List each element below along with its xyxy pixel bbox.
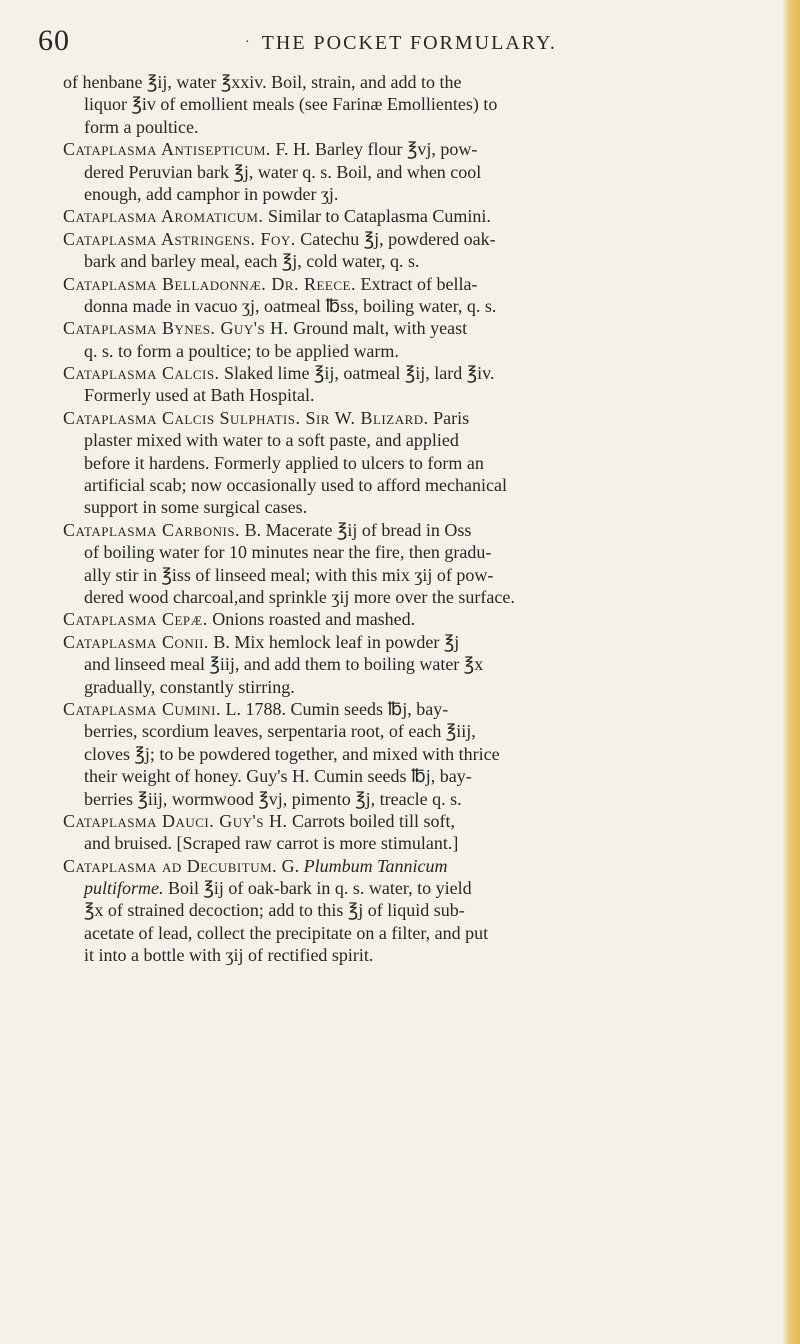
running-head-title: THE POCKET FORMULARY. [261, 32, 557, 54]
text-line [63, 384, 761, 406]
line-text: F. H. Barley flour ℥vj, pow- [270, 139, 478, 160]
entry-heading: Cataplasma Dauci. [63, 810, 215, 831]
text-line [63, 362, 761, 384]
text-line [63, 295, 761, 317]
line-text: B. Mix hemlock leaf in powder ℥j [208, 631, 460, 652]
entry-heading: Dr. Reece. [266, 273, 356, 294]
entry-heading: Sir W. Blizard. [300, 407, 429, 428]
line-text: bark and barley meal, each ℥j, cold water, q. s. [84, 251, 420, 272]
running-head [245, 32, 557, 55]
line-text: Catechu ℥j, powdered oak- [295, 228, 496, 249]
line-text: of boiling water for 10 minutes near the fire, then gradu- [84, 542, 492, 563]
text-line [63, 899, 761, 921]
text-line [63, 877, 761, 899]
text-line [63, 273, 761, 295]
text-line [63, 496, 761, 518]
text-line [63, 720, 761, 742]
text-line [63, 564, 761, 586]
line-text: dered wood charcoal,and sprinkle ʒij more over the surface. [84, 586, 515, 607]
entry-heading: Cataplasma Antisepticum. [63, 139, 271, 160]
entry-heading: Foy. [255, 228, 296, 249]
entry-heading: Guy's H. [215, 318, 289, 339]
text-line [63, 653, 761, 675]
entry-heading: Cataplasma Calcis. [63, 363, 220, 384]
line-text: donna made in vacuo ʒj, oatmeal ℔ss, boiling water, q. s. [84, 295, 497, 316]
text-line [63, 228, 761, 250]
line-text: of henbane ℥ij, water ℥xxiv. Boil, strain, and add to the [63, 72, 462, 92]
line-text: support in some surgical cases. [84, 497, 308, 518]
text-line [63, 541, 761, 563]
text-line [63, 743, 761, 765]
text-line [63, 855, 761, 877]
page-body-text [63, 71, 761, 967]
line-text: liquor ℥iv of emollient meals (see Farinæ Emollientes) to [84, 94, 498, 115]
line-text: berries, scordium leaves, serpentaria root, of each ℥iij, [84, 721, 476, 742]
line-text: Ground malt, with yeast [288, 318, 468, 339]
text-line [63, 474, 761, 496]
line-text: berries ℥iij, wormwood ℥vj, pimento ℥j, treacle q. s. [84, 788, 462, 809]
line-text: L. 1788. Cumin seeds ℔j, bay- [220, 698, 449, 719]
entry-heading: Cataplasma Cepæ. [63, 609, 208, 630]
line-text: gradually, constantly stirring. [84, 676, 295, 697]
text-line [63, 317, 761, 339]
line-text: dered Peruvian bark ℥j, water q. s. Boil, and when cool [84, 161, 482, 182]
text-line [63, 698, 761, 720]
entry-heading: Cataplasma Carbonis. [63, 519, 241, 540]
text-line [63, 93, 761, 115]
line-text: and linseed meal ℥iij, and add them to boiling water ℥x [84, 654, 484, 675]
header-bullet: · [245, 35, 252, 50]
text-line [63, 519, 761, 541]
entry-heading: Guy's H. [214, 810, 288, 831]
text-line [63, 407, 761, 429]
italic-text: pultiforme. [84, 878, 164, 899]
entry-heading: Cataplasma ad Decubitum. [63, 855, 278, 876]
italic-text: Plumbum Tannicum [303, 855, 448, 876]
text-line [63, 340, 761, 362]
text-line [63, 71, 761, 93]
line-text: ally stir in ℥iss of linseed meal; with this mix ʒij of pow- [84, 564, 494, 585]
line-text: Boil ℥ij of oak-bark in q. s. water, to yield [163, 878, 472, 899]
line-text: q. s. to form a poultice; to be applied warm. [84, 340, 399, 361]
text-line [63, 429, 761, 451]
page-edge [782, 0, 800, 1344]
text-line [63, 138, 761, 160]
line-text: Extract of bella- [355, 273, 478, 294]
line-text: their weight of honey. Guy's H. Cumin seeds ℔j, bay- [84, 766, 472, 787]
text-line [63, 765, 761, 787]
text-line [63, 944, 761, 966]
line-text: acetate of lead, collect the precipitate on a filter, and put [84, 922, 489, 943]
text-line [63, 116, 761, 138]
entry-heading: Cataplasma Calcis Sulphatis. [63, 407, 301, 428]
line-text: before it hardens. Formerly applied to ulcers to form an [84, 452, 484, 473]
entry-heading: Cataplasma Cumini. [63, 698, 221, 719]
text-line [63, 452, 761, 474]
line-text: and bruised. [Scraped raw carrot is more stimulant.] [84, 833, 459, 854]
line-text: plaster mixed with water to a soft paste, and applied [84, 430, 459, 451]
line-text: G. [277, 855, 304, 876]
text-line [63, 832, 761, 854]
text-line [63, 161, 761, 183]
text-line [63, 205, 761, 227]
line-text: enough, add camphor in powder ʒj. [84, 183, 339, 204]
text-line [63, 608, 761, 630]
entry-heading: Cataplasma Aromaticum. [63, 206, 264, 227]
entry-heading: Cataplasma Belladonnæ. [63, 273, 267, 294]
line-text: it into a bottle with ʒij of rectified spirit. [84, 945, 374, 966]
text-line [63, 922, 761, 944]
text-line [63, 586, 761, 608]
line-text: ℥x of strained decoction; add to this ℥j of liquid sub- [84, 900, 465, 921]
line-text: Formerly used at Bath Hospital. [84, 385, 315, 406]
line-text: Paris [428, 407, 470, 428]
line-text: Carrots boiled till soft, [287, 810, 455, 831]
text-line [63, 250, 761, 272]
page-number: 60 [38, 24, 70, 57]
text-line [63, 183, 761, 205]
line-text: artificial scab; now occasionally used to afford mechanical [84, 475, 507, 496]
entry-heading: Cataplasma Astringens. [63, 228, 256, 249]
line-text: cloves ℥j; to be powdered together, and mixed with thrice [84, 743, 500, 764]
line-text: form a poultice. [84, 116, 199, 137]
line-text: B. Macerate ℥ij of bread in Oss [240, 519, 472, 540]
text-line [63, 676, 761, 698]
text-line [63, 788, 761, 810]
line-text: Slaked lime ℥ij, oatmeal ℥ij, lard ℥iv. [219, 363, 495, 384]
text-line [63, 631, 761, 653]
entry-heading: Cataplasma Conii. [63, 631, 209, 652]
line-text: Similar to Cataplasma Cumini. [263, 206, 491, 227]
line-text: Onions roasted and mashed. [207, 609, 416, 630]
entry-heading: Cataplasma Bynes. [63, 318, 216, 339]
text-line [63, 810, 761, 832]
